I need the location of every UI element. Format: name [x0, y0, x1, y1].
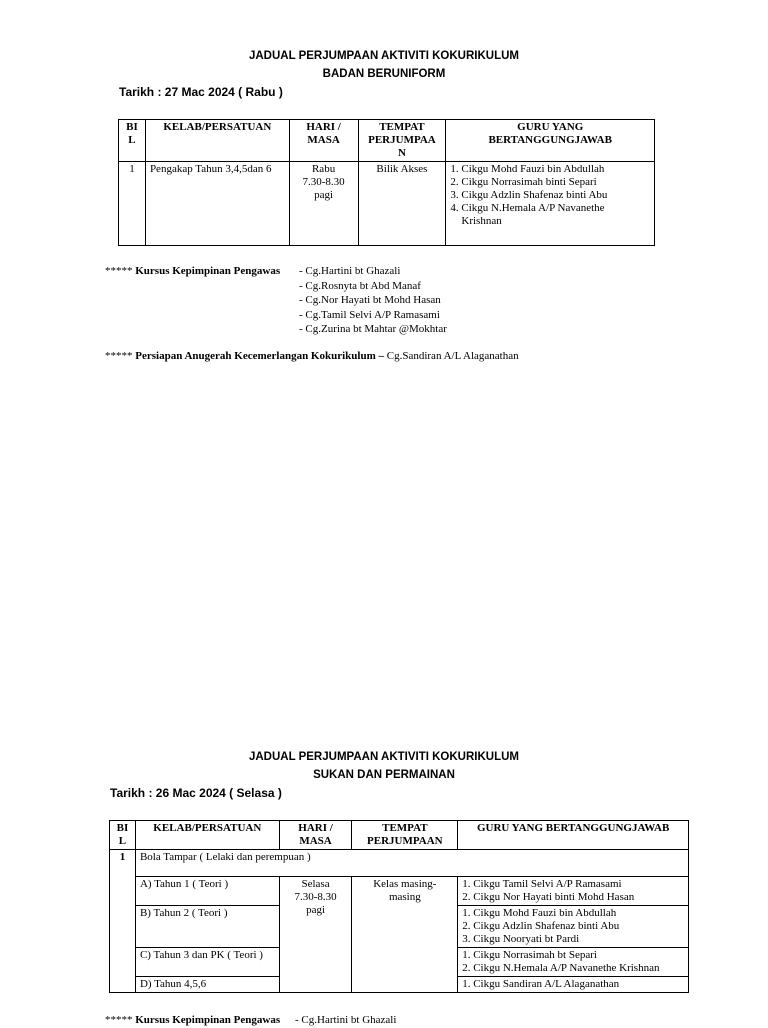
section1-note-kursus: ***** Kursus Kepimpinan Pengawas	[105, 265, 281, 277]
cell-bil: 1	[110, 850, 136, 993]
section1-kursus-names: - Cg.Hartini bt Ghazali - Cg.Rosnyta bt Abd Manaf - Cg.Nor Hayati bt Mohd Hasan - Cg.Tamil Selvi A/P Ramasami - Cg.Zurina bt Mahtar @Mokhtar	[299, 265, 447, 335]
section1-title: JADUAL PERJUMPAAN AKTIVITI KOKURIKULUM	[248, 50, 520, 62]
cell-guru: 1. Cikgu Norrasimah bt Separi 2. Cikgu N.Hemala A/P Navanethe Krishnan	[458, 948, 689, 977]
section1-subtitle: BADAN BERUNIFORM	[322, 68, 446, 80]
cell-kelab: B) Tahun 2 ( Teori )	[135, 906, 279, 948]
header-kelab: KELAB/PERSATUAN	[135, 821, 279, 850]
section2-title: JADUAL PERJUMPAAN AKTIVITI KOKURIKULUM	[248, 751, 520, 763]
cell-guru: 1. Cikgu Sandiran A/L Alaganathan	[458, 977, 689, 993]
cell-hari: Selasa 7.30-8.30 pagi	[279, 877, 352, 993]
cell-guru: 1. Cikgu Mohd Fauzi bin Abdullah 2. Cikgu Adzlin Shafenaz binti Abu 3. Cikgu Nooryati bt Pardi	[458, 906, 689, 948]
table-header-row	[110, 821, 689, 850]
cell-tempat: Bilik Akses	[358, 162, 446, 246]
section1-date: Tarikh : 27 Mac 2024 ( Rabu )	[119, 85, 283, 99]
cell-hari: Rabu 7.30-8.30 pagi	[289, 162, 358, 246]
section2-subtitle: SUKAN DAN PERMAINAN	[313, 769, 455, 781]
table-row	[119, 162, 655, 246]
table-row	[110, 877, 689, 906]
cell-kelab: C) Tahun 3 dan PK ( Teori )	[135, 948, 279, 977]
cell-kelab: D) Tahun 4,5,6	[135, 977, 279, 993]
cell-bil: 1	[119, 162, 146, 246]
cell-guru: 1. Cikgu Mohd Fauzi bin Abdullah 2. Cikgu Norrasimah binti Separi 3. Cikgu Adzlin Shafenaz binti Abu 4. Cikgu N.Hemala A/P Navanethe Krishnan	[446, 162, 655, 246]
header-hari: HARI / MASA	[289, 120, 358, 162]
header-guru: GURU YANG BERTANGGUNGJAWAB	[458, 821, 689, 850]
section2-table	[109, 820, 689, 993]
cell-group-label: Bola Tampar ( Lelaki dan perempuan )	[135, 850, 688, 877]
section2-note-kursus: ***** Kursus Kepimpinan Pengawas	[105, 1014, 281, 1026]
header-bil: BI L	[110, 821, 136, 850]
section1-table	[118, 119, 655, 246]
cell-guru: 1. Cikgu Tamil Selvi A/P Ramasami 2. Cikgu Nor Hayati binti Mohd Hasan	[458, 877, 689, 906]
header-guru: GURU YANG BERTANGGUNGJAWAB	[446, 120, 655, 162]
table-group-row	[110, 850, 689, 877]
table-header-row	[119, 120, 655, 162]
header-tempat: TEMPAT PERJUMPAAN	[352, 821, 458, 850]
header-kelab: KELAB/PERSATUAN	[145, 120, 289, 162]
cell-kelab: A) Tahun 1 ( Teori )	[135, 877, 279, 906]
cell-kelab: Pengakap Tahun 3,4,5dan 6	[145, 162, 289, 246]
header-bil: BI L	[119, 120, 146, 162]
section1-note-anugerah: ***** Persiapan Anugerah Kecemerlangan Kokurikulum – Cg.Sandiran A/L Alaganathan	[105, 350, 519, 362]
section2-kursus-name: - Cg.Hartini bt Ghazali	[295, 1014, 397, 1026]
section2-date: Tarikh : 26 Mac 2024 ( Selasa )	[110, 786, 282, 800]
header-tempat: TEMPAT PERJUMPAA N	[358, 120, 446, 162]
header-hari: HARI / MASA	[279, 821, 352, 850]
cell-tempat: Kelas masing- masing	[352, 877, 458, 993]
